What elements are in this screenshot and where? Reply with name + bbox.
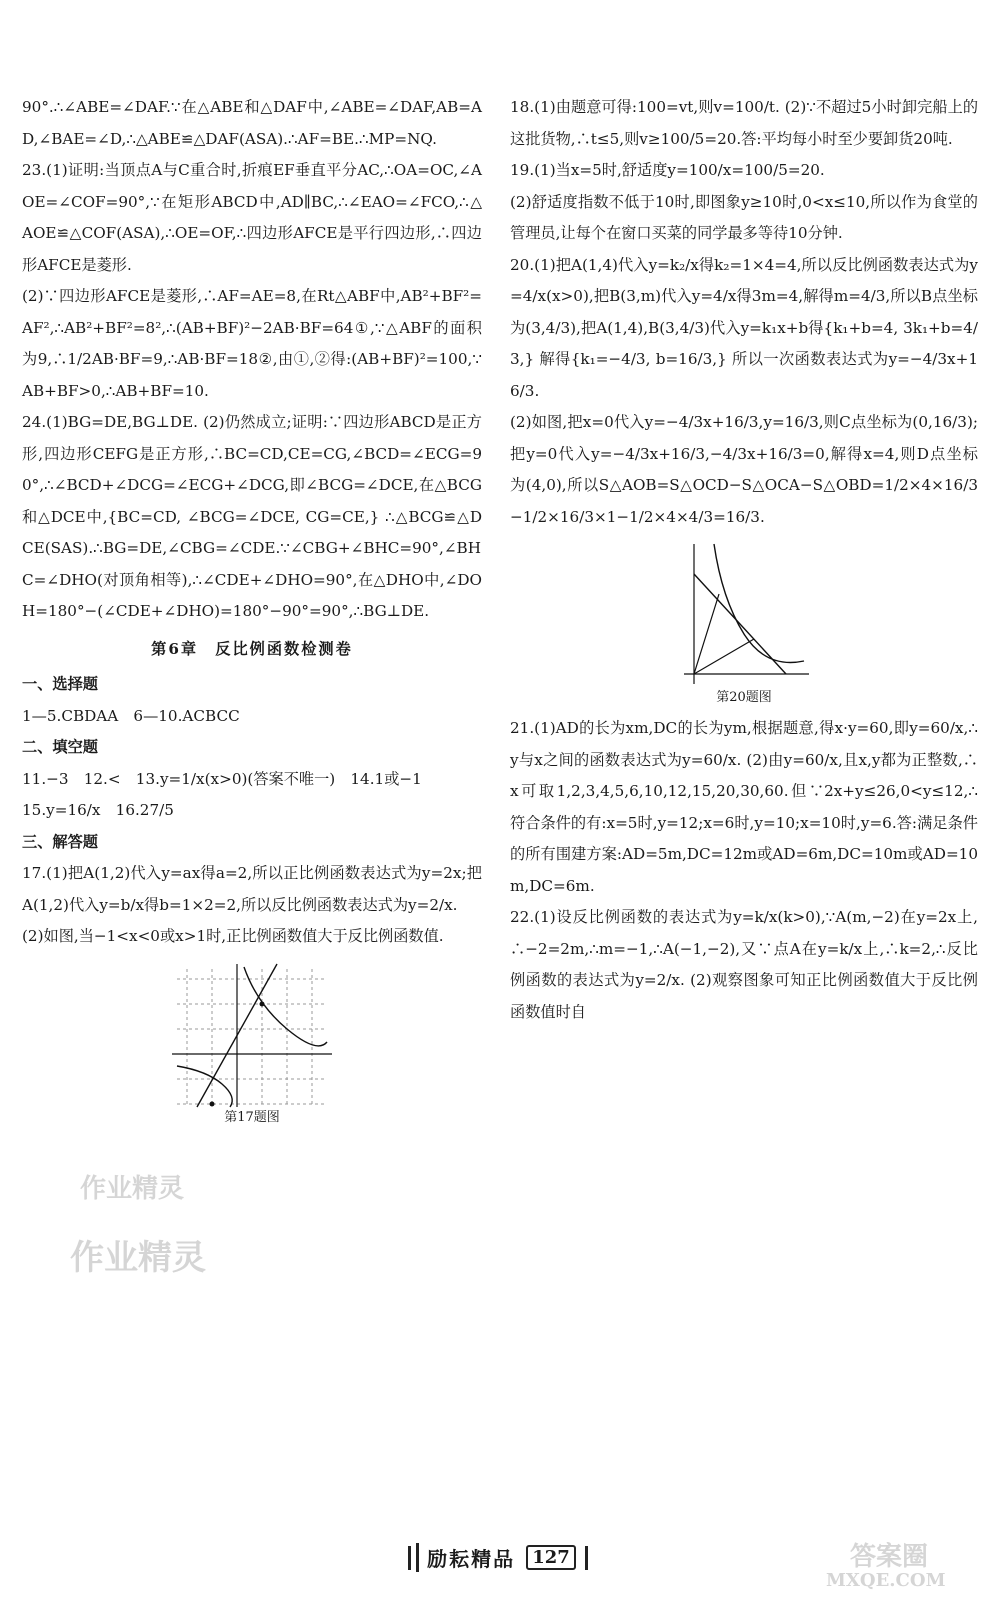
paragraph-22: 22.(1)设反比例函数的表达式为y=k/x(k>0),∵A(m,−2)在y=2x上,∴−2=2m,∴m=−1,∴A(−1,−2),又∵点A在y=k/x上,∴k=2,∴反比例函数的表达式为y=2/x. (2)观察图象可知正比例函数值大于反比例函数值时自	[510, 908, 978, 1021]
figure-20	[510, 539, 978, 707]
watermark-4: MXQE.COM	[826, 1570, 946, 1591]
answers-choice: 1—5.CBDAA 6—10.ACBCC	[22, 706, 240, 725]
paragraph-17-part1: 17.(1)把A(1,2)代入y=ax得a=2,所以正比例函数表达式为y=2x;把A(1,2)代入y=b/x得b=1×2=2,所以反比例函数表达式为y=2/x.	[22, 864, 482, 914]
watermark-1: 作业精灵	[80, 1174, 185, 1204]
answers-fill-1: 11.−3 12.< 13.y=1/x(x>0)(答案不唯一) 14.1或−1	[22, 769, 422, 788]
answers-fill-2: 15.y=16/x 16.27/5	[22, 801, 174, 819]
paragraph-20-part2: (2)如图,把x=0代入y=−4/3x+16/3,y=16/3,则C点坐标为(0,16/3);把y=0代入y=−4/3x+16/3,−4/3x+16/3=0,解得x=4,则D点坐标为(4,0),所以S△AOB=S△OCD−S△OCA−S△OBD=1/2×4×16/3−1/2×16/3×1−1/2×4×4/3=16/3.	[510, 413, 978, 526]
paragraph-23-part2: (2)∵四边形AFCE是菱形,∴AF=AE=8,在Rt△ABF中,AB²+BF²=AF²,∴AB²+BF²=8²,∴(AB+BF)²−2AB·BF=64①,∵△ABF的面积为9,∴1/2AB·BF=9,∴AB·BF=18②,由①,②得:(AB+BF)²=100,∵AB+BF>0,∴AB+BF=10.	[22, 287, 482, 400]
figure-20-graph	[674, 539, 814, 689]
chapter-title: 第6章 反比例函数检测卷	[151, 639, 353, 658]
paragraph-18: 18.(1)由题意可得:100=vt,则v=100/t. (2)∵不超过5小时卸完船上的这批货物,∴t≤5,则v≥100/5=20.答:平均每小时至少要卸货20吨.	[510, 98, 978, 148]
paragraph-19-part2: (2)舒适度指数不低于10时,即图象y≥10时,0<x≤10,所以作为食堂的管理员,让每个在窗口买菜的同学最多等待10分钟.	[510, 192, 978, 242]
figure-17	[22, 959, 482, 1127]
watermark-3: 答案圈	[850, 1542, 929, 1572]
section-fill: 二、填空题	[22, 738, 98, 756]
figure-17-graph	[167, 959, 337, 1109]
footer-bar-right	[585, 1546, 588, 1570]
section-solve: 三、解答题	[22, 832, 98, 851]
paragraph-19: 19.(1)当x=5时,舒适度y=100/x=100/5=20.	[510, 161, 825, 179]
paragraph-17-part2: (2)如图,当−1<x<0或x>1时,正比例函数值大于反比例函数值.	[22, 927, 444, 945]
paragraph-24: 24.(1)BG=DE,BG⊥DE. (2)仍然成立;证明:∵四边形ABCD是正方形,四边形CEFG是正方形,∴BC=CD,CE=CG,∠BCD=∠ECG=90°,∴∠BCD+∠DCG=∠ECG+∠DCG,即∠BCG=∠DCE,在△BCG和△DCE中,{BC=CD, ∠BCG=∠DCE, CG=CE,} ∴△BCG≌△DCE(SAS).∴BG=DE,∠CBG=∠CDE.∵∠CBG+∠BHC=90°,∠BHC=∠DHO(对顶角相等),∴∠CDE+∠DHO=90°,在△DHO中,∠DOH=180°−(∠CDE+∠DHO)=180°−90°=90°,∴BG⊥DE.	[22, 413, 482, 620]
figure-17-caption: 第17题图	[224, 1109, 280, 1125]
page-number: 127	[526, 1545, 576, 1570]
right-column	[510, 92, 978, 1028]
page-footer	[0, 1543, 996, 1572]
watermark-2: 作业精灵	[70, 1238, 206, 1278]
footer-brand: 励耘精品	[416, 1543, 521, 1572]
footer-bar-left	[408, 1546, 411, 1570]
section-choice: 一、选择题	[22, 675, 98, 693]
paragraph-20-part1: 20.(1)把A(1,4)代入y=k₂/x得k₂=1×4=4,所以反比例函数表达式为y=4/x(x>0),把B(3,m)代入y=4/x得3m=4,解得m=4/3,所以B点坐标为(3,4/3),把A(1,4),B(3,4/3)代入y=k₁x+b得{k₁+b=4, 3k₁+b=4/3,} 解得{k₁=−4/3, b=16/3,} 所以一次函数表达式为y=−4/3x+16/3.	[510, 255, 978, 400]
paragraph-21: 21.(1)AD的长为xm,DC的长为ym,根据题意,得x·y=60,即y=60/x,∴y与x之间的函数表达式为y=60/x. (2)由y=60/x,且x,y都为正整数,∴x可取1,2,3,4,5,6,10,12,15,20,30,60.但∵2x+y≤26,0<y≤12,∴符合条件的有:x=5时,y=12;x=6时,y=10;x=10时,y=6.答:满足条件的所有围建方案:AD=5m,DC=12m或AD=6m,DC=10m或AD=10m,DC=6m.	[510, 719, 978, 895]
paragraph-22-end: 90°.∴∠ABE=∠DAF.∵在△ABE和△DAF中,∠ABE=∠DAF,AB=AD,∠BAE=∠D,∴△ABE≌△DAF(ASA).∴AF=BE.∴MP=NQ.	[22, 98, 482, 148]
paragraph-23-part1: 23.(1)证明:当顶点A与C重合时,折痕EF垂直平分AC,∴OA=OC,∠AOE=∠COF=90°,∵在矩形ABCD中,AD∥BC,∴∠EAO=∠FCO,∴△AOE≌△COF(ASA),∴OE=OF,∴四边形AFCE是平行四边形,∴四边形AFCE是菱形.	[22, 161, 482, 274]
figure-20-caption: 第20题图	[716, 690, 772, 705]
left-column	[22, 92, 482, 1133]
